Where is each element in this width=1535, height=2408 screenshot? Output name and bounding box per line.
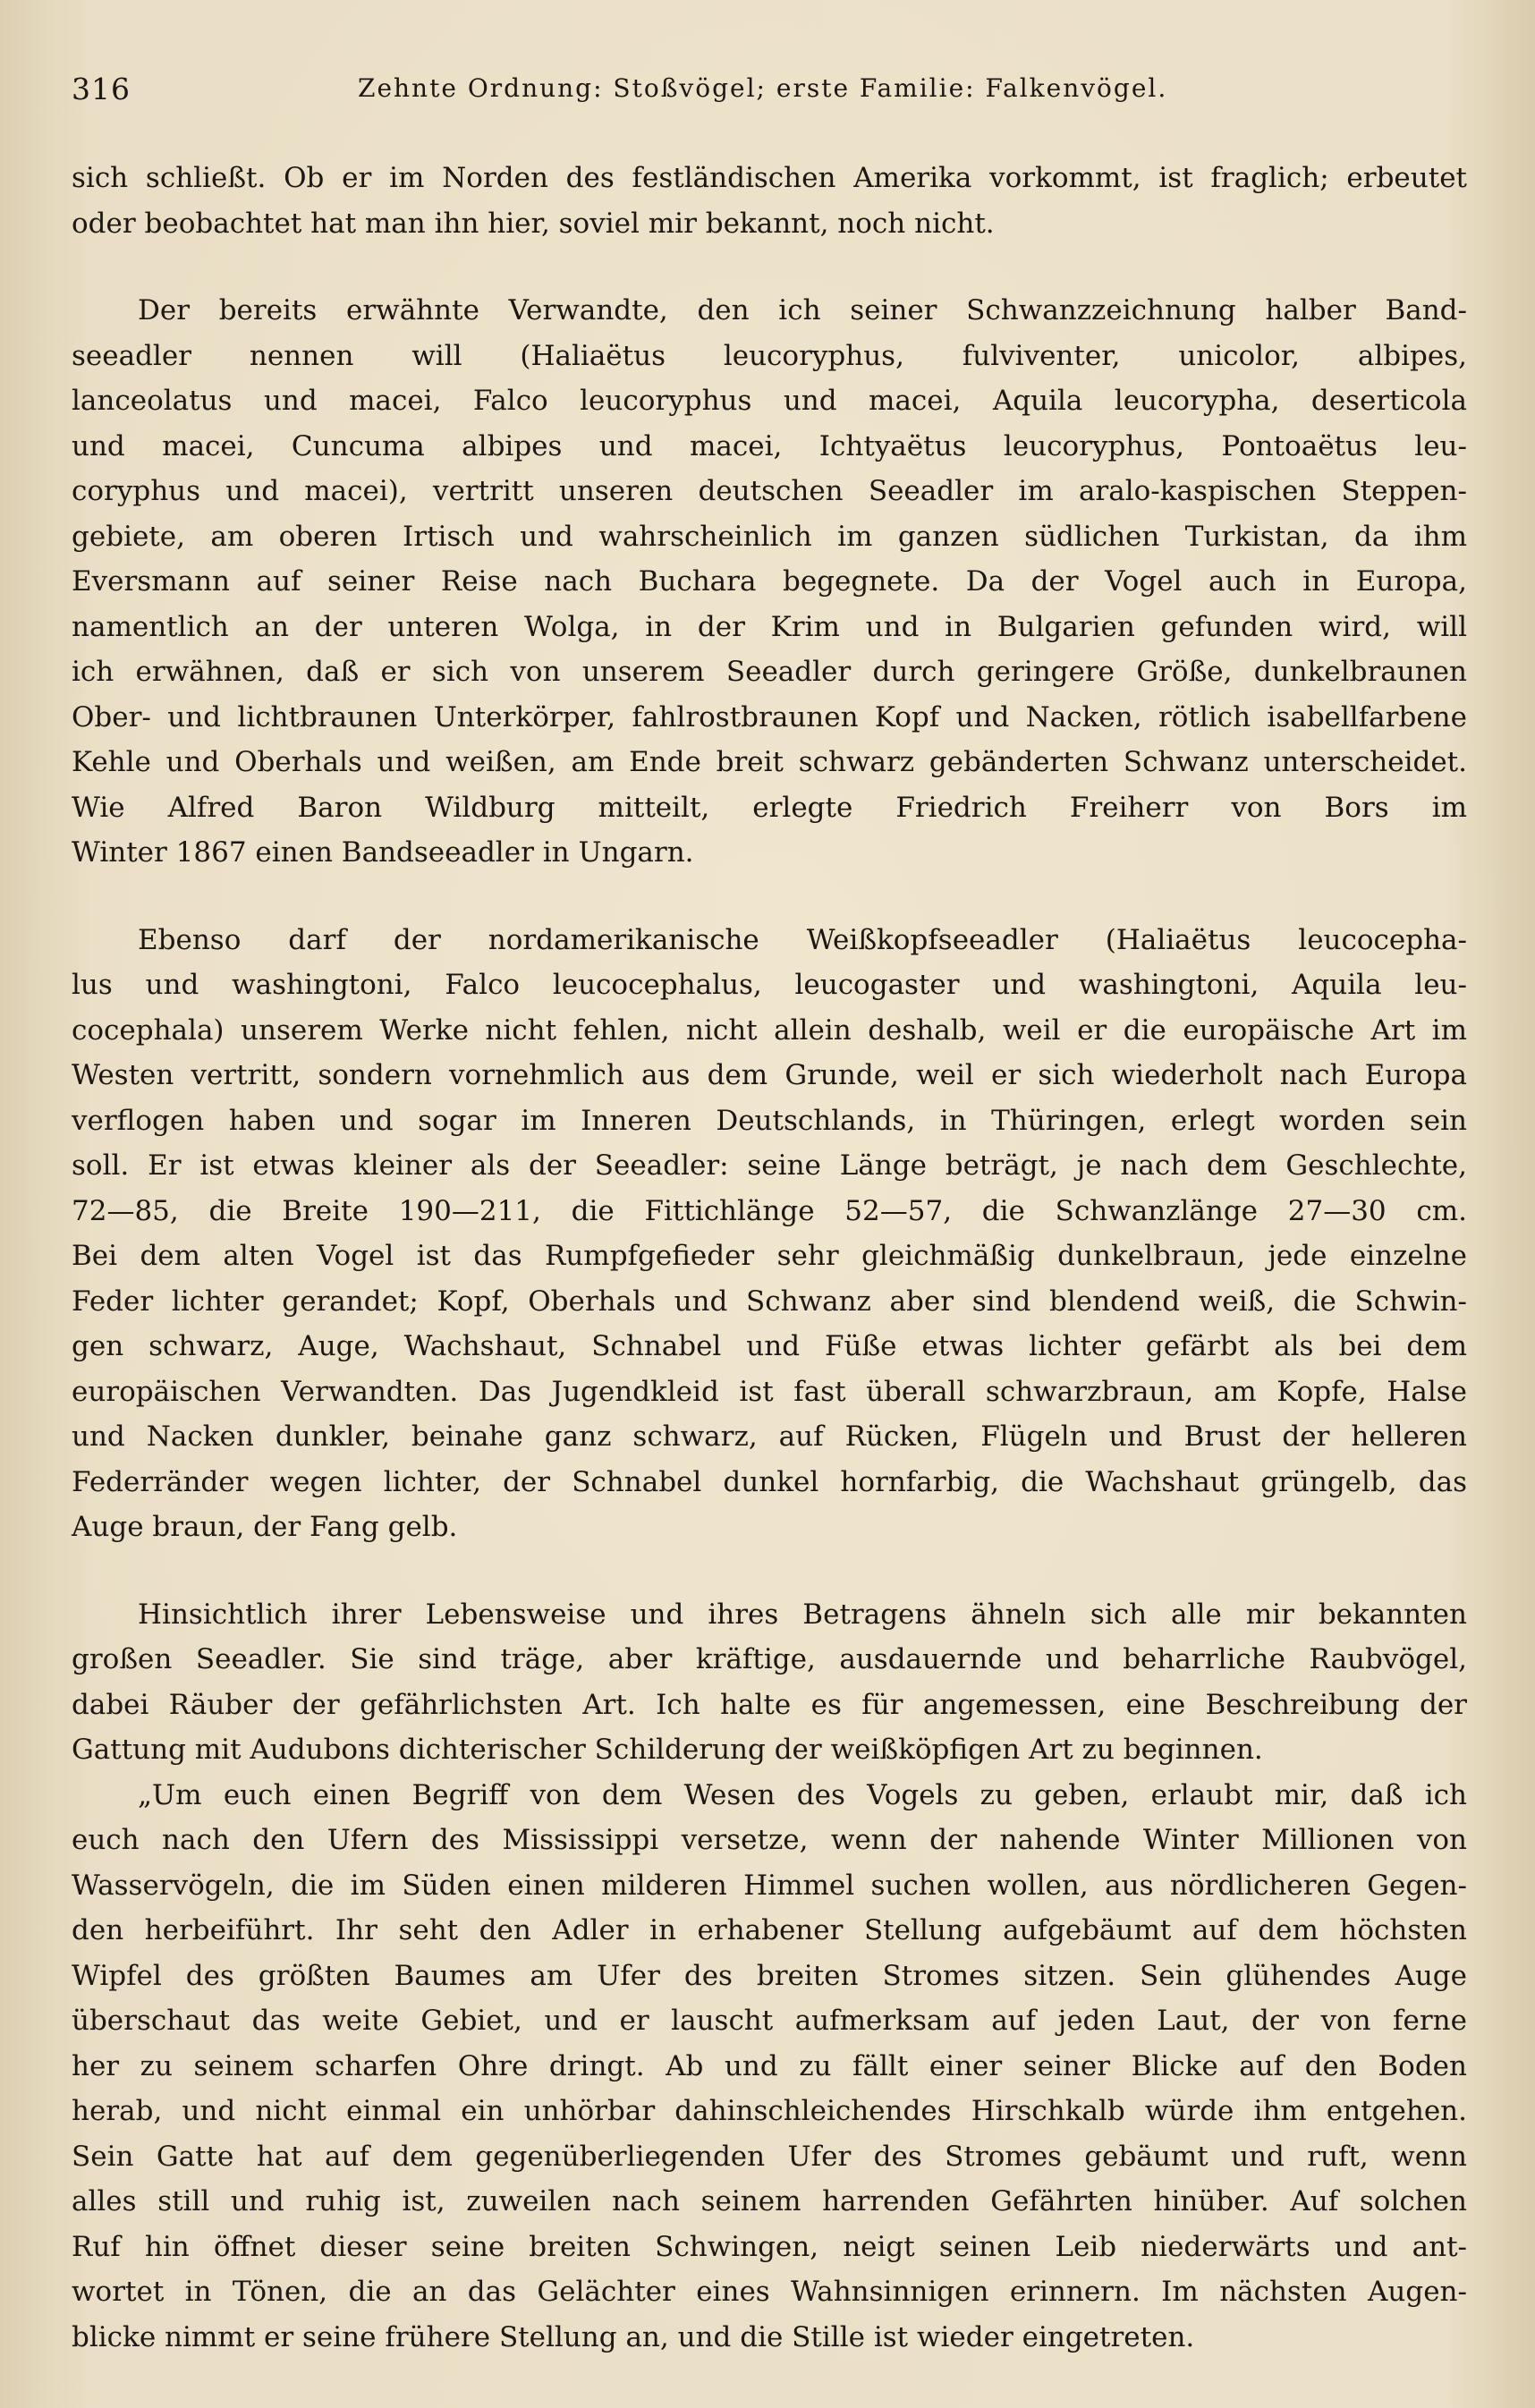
text-line: europäischen Verwandten. Das Jugendkleid ist fast überall schwarzbraun, am Kopfe, Halse [72,1375,1467,1408]
paragraph-4 [72,1592,1467,1773]
text-line: seeadler nennen will (Haliaëtus leucoryphus, fulviventer, unicolor, albipes, [72,339,1467,372]
page-number: 316 [72,72,131,106]
text-line: blicke nimmt er seine frühere Stellung an, und die Stille ist wieder eingetreten. [72,2320,1195,2353]
text-line: Federränder wegen lichter, der Schnabel dunkel hornfarbig, die Wachshaut grüngelb, das [72,1465,1467,1498]
text-line: Winter 1867 einen Bandseeadler in Ungarn. [72,836,694,869]
paragraph-3 [72,918,1467,1550]
text-line: 72—85, die Breite 190—211, die Fittichlänge 52—57, die Schwanzlänge 27—30 cm. [72,1194,1467,1227]
text-line: her zu seinem scharfen Ohre dringt. Ab und zu fällt einer seiner Blicke auf den Boden [72,2049,1467,2082]
text-line: Eversmann auf seiner Reise nach Buchara begegnete. Da der Vogel auch in Europa, [72,565,1467,598]
text-line: „Um euch einen Begriff von dem Wesen des Vogels zu geben, erlaubt mir, daß ich [138,1778,1467,1811]
running-head [72,63,1467,116]
text-line: Der bereits erwähnte Verwandte, den ich seiner Schwanzzeichnung halber Band- [138,294,1467,326]
text-line: coryphus und macei), vertritt unseren deutschen Seeadler im aralo-kaspischen Steppen- [72,475,1467,507]
text-line: alles still und ruhig ist, zuweilen nach seinem harrenden Gefährten hinüber. Auf solchen [72,2185,1467,2217]
running-title: Zehnte Ordnung: Stoßvögel; erste Familie: Falkenvögel. [358,73,1168,103]
text-line: Auge braun, der Fang gelb. [72,1511,458,1543]
text-line: dabei Räuber der gefährlichsten Art. Ich halte es für angemessen, eine Beschreibung der [72,1688,1467,1721]
paragraph-1 [72,156,1467,246]
text-line: Feder lichter gerandet; Kopf, Oberhals und Schwanz aber sind blendend weiß, die Schwin- [72,1285,1467,1318]
text-line: lanceolatus und macei, Falco leucoryphus und macei, Aquila leucorypha, deserticola [72,385,1467,417]
text-line: Ober- und lichtbraunen Unterkörper, fahlrostbraunen Kopf und Nacken, rötlich isabellfarbene [72,700,1467,733]
text-line: Sein Gatte hat auf dem gegenüberliegenden Ufer des Stromes gebäumt und ruft, wenn [72,2140,1467,2173]
text-line: soll. Er ist etwas kleiner als der Seeadler: seine Länge beträgt, je nach dem Geschlechte, [72,1149,1467,1182]
text-line: Westen vertritt, sondern vornehmlich aus dem Grunde, weil er sich wiederholt nach Europa [72,1059,1467,1091]
text-line: herab, und nicht einmal ein unhörbar dahinschleichendes Hirschkalb würde ihm entgehen. [72,2095,1467,2127]
text-line: Gattung mit Audubons dichterischer Schilderung der weißköpfigen Art zu beginnen. [72,1734,1263,1766]
text-line: Ebenso darf der nordamerikanische Weißkopfseeadler (Haliaëtus leucocepha- [138,923,1467,956]
text-line: und macei, Cuncuma albipes und macei, Ichtyaëtus leucoryphus, Pontoaëtus leu- [72,429,1467,462]
text-line: Hinsichtlich ihrer Lebensweise und ihres Betragens ähneln sich alle mir bekannten [138,1598,1467,1631]
text-line: Ruf hin öffnet dieser seine breiten Schwingen, neigt seinen Leib niederwärts und ant- [72,2230,1467,2263]
text-line: gebiete, am oberen Irtisch und wahrscheinlich im ganzen südlichen Turkistan, da ihm [72,520,1467,553]
text-line: verflogen haben und sogar im Inneren Deutschlands, in Thüringen, erlegt worden sein [72,1104,1467,1137]
text-line: oder beobachtet hat man ihn hier, soviel mir bekannt, noch nicht. [72,207,995,240]
text-line: Wasservögeln, die im Süden einen milderen Himmel suchen wollen, aus nördlicheren Gegen- [72,1869,1467,1902]
text-line: namentlich an der unteren Wolga, in der Krim und in Bulgarien gefunden wird, will [72,610,1467,643]
text-line: Wipfel des größten Baumes am Ufer des breiten Stromes sitzen. Sein glühendes Auge [72,1959,1467,1992]
text-line: Bei dem alten Vogel ist das Rumpfgefieder sehr gleichmäßig dunkelbraun, jede einzelne [72,1240,1467,1272]
text-line: und Nacken dunkler, beinahe ganz schwarz, auf Rücken, Flügeln und Brust der helleren [72,1420,1467,1453]
text-line: sich schließt. Ob er im Norden des festländischen Amerika vorkommt, ist fraglich; erbeutet [72,162,1467,194]
text-line: ich erwähnen, daß er sich von unserem Seeadler durch geringere Größe, dunkelbraunen [72,656,1467,688]
body-text [72,156,1467,2360]
paragraph-5-quote [72,1773,1467,2361]
paragraph-2 [72,288,1467,876]
text-line: Wie Alfred Baron Wildburg mitteilt, erlegte Friedrich Freiherr von Bors im [72,791,1467,824]
text-line: cocephala) unserem Werke nicht fehlen, nicht allein deshalb, weil er die europäische Art im [72,1013,1467,1047]
text-line: großen Seeadler. Sie sind träge, aber kräftige, ausdauernde und beharrliche Raubvögel, [72,1643,1467,1675]
text-line: euch nach den Ufern des Mississippi versetze, wenn der nahende Winter Millionen von [72,1824,1467,1856]
text-line: wortet in Tönen, die an das Gelächter eines Wahnsinnigen erinnern. Im nächsten Augen- [72,2276,1467,2308]
text-line: den herbeiführt. Ihr seht den Adler in erhabener Stellung aufgebäumt auf dem höchsten [72,1914,1467,1946]
text-line: gen schwarz, Auge, Wachshaut, Schnabel und Füße etwas lichter gefärbt als bei dem [72,1330,1467,1362]
text-line: lus und washingtoni, Falco leucocephalus, leucogaster und washingtoni, Aquila leu- [72,969,1467,1001]
text-line: Kehle und Oberhals und weißen, am Ende breit schwarz gebänderten Schwanz unterscheidet. [72,746,1467,778]
text-line: überschaut das weite Gebiet, und er lauscht aufmerksam auf jeden Laut, der von ferne [72,2005,1467,2037]
page-content [72,63,1467,2360]
